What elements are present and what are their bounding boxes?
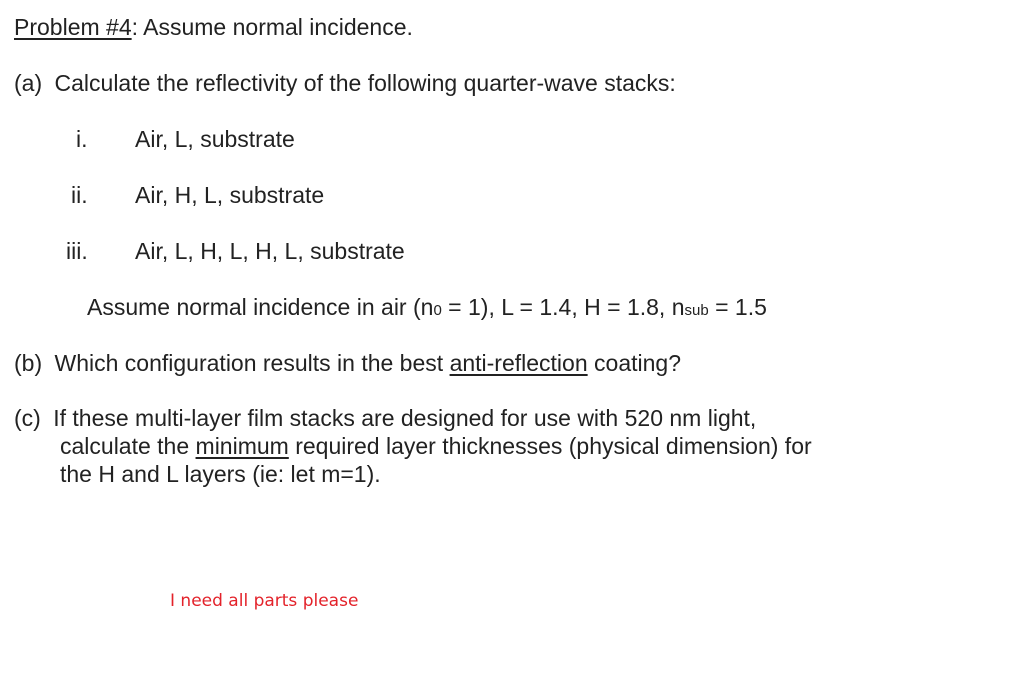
problem-header-rest: : Assume normal incidence. (131, 14, 413, 40)
part-c-text-3: the H and L layers (ie: let m=1). (60, 461, 381, 487)
part-c-text-2-pre: calculate the (60, 433, 196, 459)
item-text: Air, L, substrate (135, 126, 295, 152)
part-b-text (55, 350, 681, 376)
part-b-underlined: anti-reflection (449, 350, 588, 376)
part-a-text: Calculate the reflectivity of the following quarter-wave stacks: (54, 70, 676, 96)
part-a-prefix: (a) (14, 70, 43, 96)
assume-text-3: = 1.5 (708, 294, 767, 320)
part-c-line-2 (60, 432, 812, 460)
problem-header (14, 13, 413, 41)
item-text: Air, L, H, L, H, L, substrate (135, 238, 405, 264)
item-numeral: ii. (71, 182, 88, 208)
item-text: Air, H, L, substrate (135, 182, 325, 208)
user-note: I need all parts please (170, 591, 359, 611)
part-b-text-2: coating? (587, 350, 681, 376)
part-c-prefix: (c) (14, 405, 41, 431)
part-c-text-1: If these multi-layer film stacks are designed for use with 520 nm light, (53, 405, 757, 431)
part-c-text-2-post: required layer thicknesses (physical dimension) for (288, 433, 812, 459)
problem-label: Problem #4 (14, 14, 132, 40)
item-numeral: iii. (66, 238, 88, 264)
assume-text-2: = 1), L = 1.4, H = 1.8, n (441, 294, 685, 320)
part-c-underlined: minimum (195, 433, 289, 459)
part-c-line-1 (14, 404, 756, 432)
part-b-question (14, 349, 681, 377)
item-numeral: i. (76, 126, 88, 152)
part-a-question (14, 69, 676, 97)
part-c-line-3 (60, 460, 381, 488)
part-b-text-1: Which configuration results in the best (54, 350, 450, 376)
assumption-line (87, 293, 767, 325)
assume-text-1: Assume normal incidence in air (n (87, 294, 434, 320)
assume-sub-0: 0 (433, 302, 442, 319)
assume-sub-sub: sub (684, 302, 709, 319)
part-b-prefix: (b) (14, 350, 43, 376)
